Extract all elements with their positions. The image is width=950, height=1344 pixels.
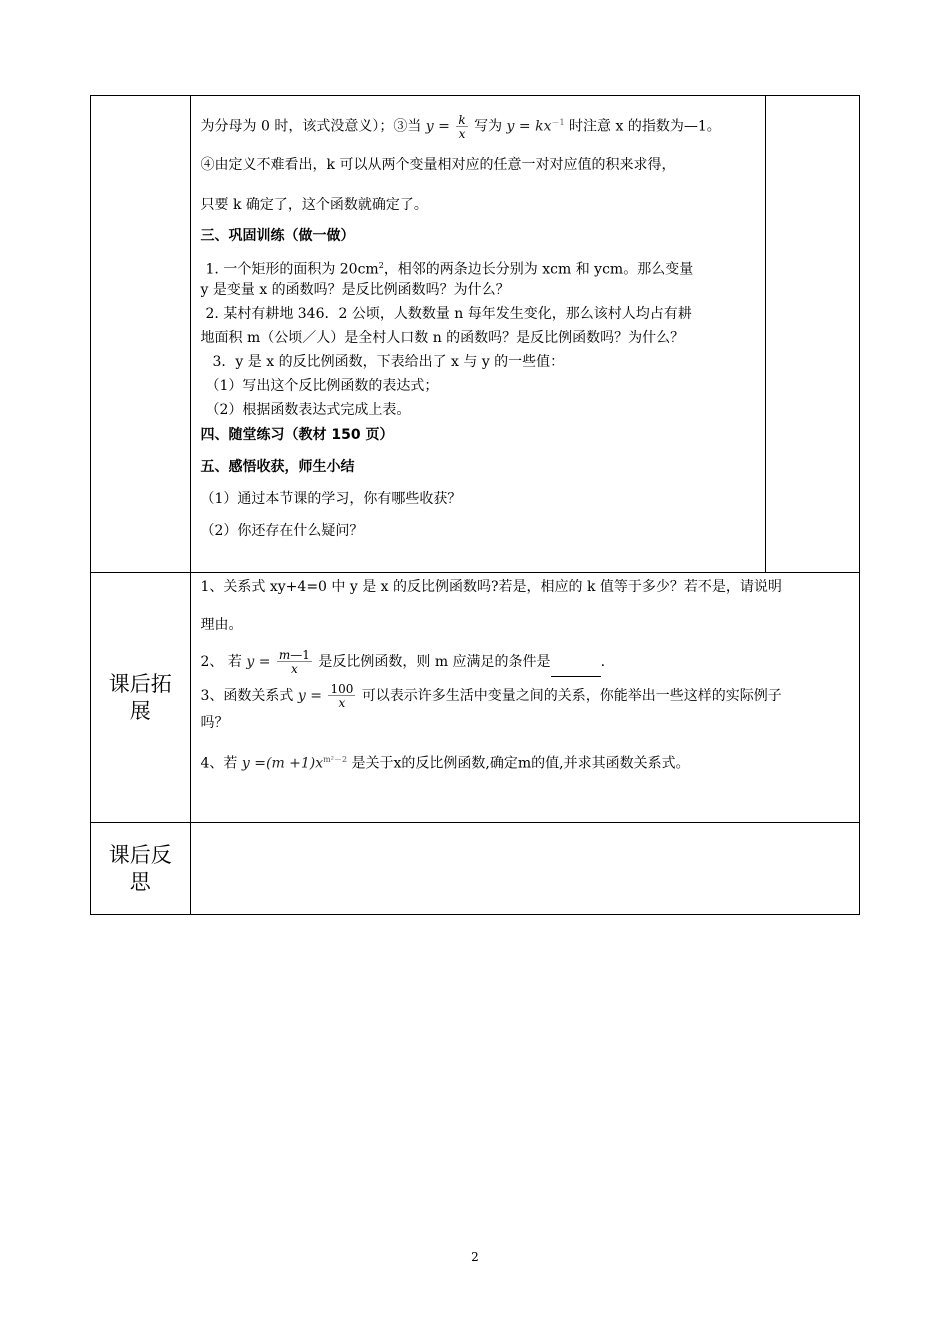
row-label-reflection <box>91 823 191 915</box>
text-line: 2. 某村有耕地 346．2 公顷，人数数量 n 每年发生变化，那么该村人均占有耕 <box>205 306 692 322</box>
math-expr: y =(m +1)x <box>241 755 324 772</box>
text-line: （1）通过本节课的学习，你有哪些收获？ <box>200 491 462 507</box>
fraction-numerator: k <box>458 112 466 127</box>
math-var: y <box>506 118 515 135</box>
math-var: y <box>297 688 306 704</box>
text-line: ④由定义不难看出，k 可以从两个变量相对应的任意一对对应值的积来求得， <box>200 157 676 173</box>
text: 1. 一个矩形的面积为 20cm <box>205 261 379 278</box>
row-label-cell <box>91 96 191 573</box>
text-line: （2）你还存在什么疑问？ <box>200 523 364 539</box>
text: 为分母为 0 时，该式没意义）；③当 <box>200 118 422 135</box>
section-heading: 三、巩固训练（做一做） <box>200 228 355 244</box>
text-line: 吗？ <box>200 715 229 731</box>
math-expr: —1 <box>290 648 310 662</box>
fraction <box>328 683 355 709</box>
math-var: y <box>425 118 434 135</box>
text-line: （2）根据函数表达式完成上表。 <box>205 402 411 418</box>
text: 3、函数关系式 <box>200 688 294 704</box>
exponent: －1 <box>551 118 565 127</box>
row-label-text: 课后反思 <box>108 842 172 894</box>
math-op: = <box>310 688 322 704</box>
math-op: = <box>258 654 271 670</box>
fraction <box>456 114 467 140</box>
superscript: 2 <box>378 261 384 270</box>
math-op: = <box>438 118 450 135</box>
fraction <box>277 649 312 675</box>
table-row <box>91 573 860 823</box>
text: 2、 若 <box>200 654 242 670</box>
text-line: 只要 k 确定了，这个函数就确定了。 <box>200 197 428 213</box>
answer-blank <box>551 662 601 677</box>
row-label-extension <box>91 573 191 823</box>
text-line <box>201 104 757 142</box>
math-expr: kx <box>535 118 552 135</box>
remarks-cell <box>765 96 860 573</box>
content-cell <box>190 96 765 573</box>
table-row <box>91 96 860 573</box>
fraction-denominator: x <box>291 662 298 676</box>
lesson-table <box>90 95 860 915</box>
text: 是反比例函数，则 m 应满足的条件是 <box>318 654 551 670</box>
section-heading: 五、感悟收获，师生小结 <box>200 459 355 475</box>
text: . <box>600 654 606 670</box>
text: ，相邻的两条边长分别为 xcm 和 ycm。那么变量 <box>383 261 694 278</box>
text: 时注意 x 的指数为—1。 <box>569 118 721 135</box>
text-line: 3．y 是 x 的反比例函数，下表给出了 x 与 y 的一些值： <box>212 354 565 370</box>
content-cell <box>190 823 859 915</box>
text-line <box>201 647 851 677</box>
text-line <box>201 254 757 278</box>
math-var: y <box>246 654 255 670</box>
table-row <box>91 823 860 915</box>
text-line <box>201 745 851 775</box>
section-heading: 四、随堂练习（教材 150 页） <box>200 427 394 443</box>
text: 可以表示许多生活中变量之间的关系，你能举出一些这样的实际例子 <box>361 688 782 704</box>
math-op: = <box>518 118 531 135</box>
exponent: m²－2 <box>323 755 348 764</box>
content-cell <box>190 573 859 823</box>
text-line: y 是变量 x 的函数吗？是反比例函数吗？为什么？ <box>200 282 510 298</box>
text-line: 1、关系式 xy+4=0 中 y 是 x 的反比例函数吗?若是，相应的 k 值等于多少？若不是，请说明 <box>200 579 782 595</box>
text: 4、若 <box>200 755 238 772</box>
fraction-denominator: x <box>458 126 466 141</box>
text-line: 理由。 <box>200 617 243 633</box>
text: 是关于x的反比例函数,确定m的值,并求其函数关系式。 <box>351 755 690 772</box>
text-line: （1）写出这个反比例函数的表达式； <box>205 378 439 394</box>
page-number: 2 <box>471 1250 479 1264</box>
text-line: 地面积 m（公顷／人）是全村人口数 n 的函数吗？是反比例函数吗？为什么？ <box>200 330 685 346</box>
fraction-numerator <box>277 649 312 662</box>
text-line <box>201 681 851 711</box>
fraction-denominator: x <box>338 696 346 710</box>
row-label-text: 课后拓展 <box>108 671 172 723</box>
text: 写为 <box>474 118 503 135</box>
fraction-numerator: 100 <box>330 682 354 696</box>
math-var: m <box>278 648 291 662</box>
